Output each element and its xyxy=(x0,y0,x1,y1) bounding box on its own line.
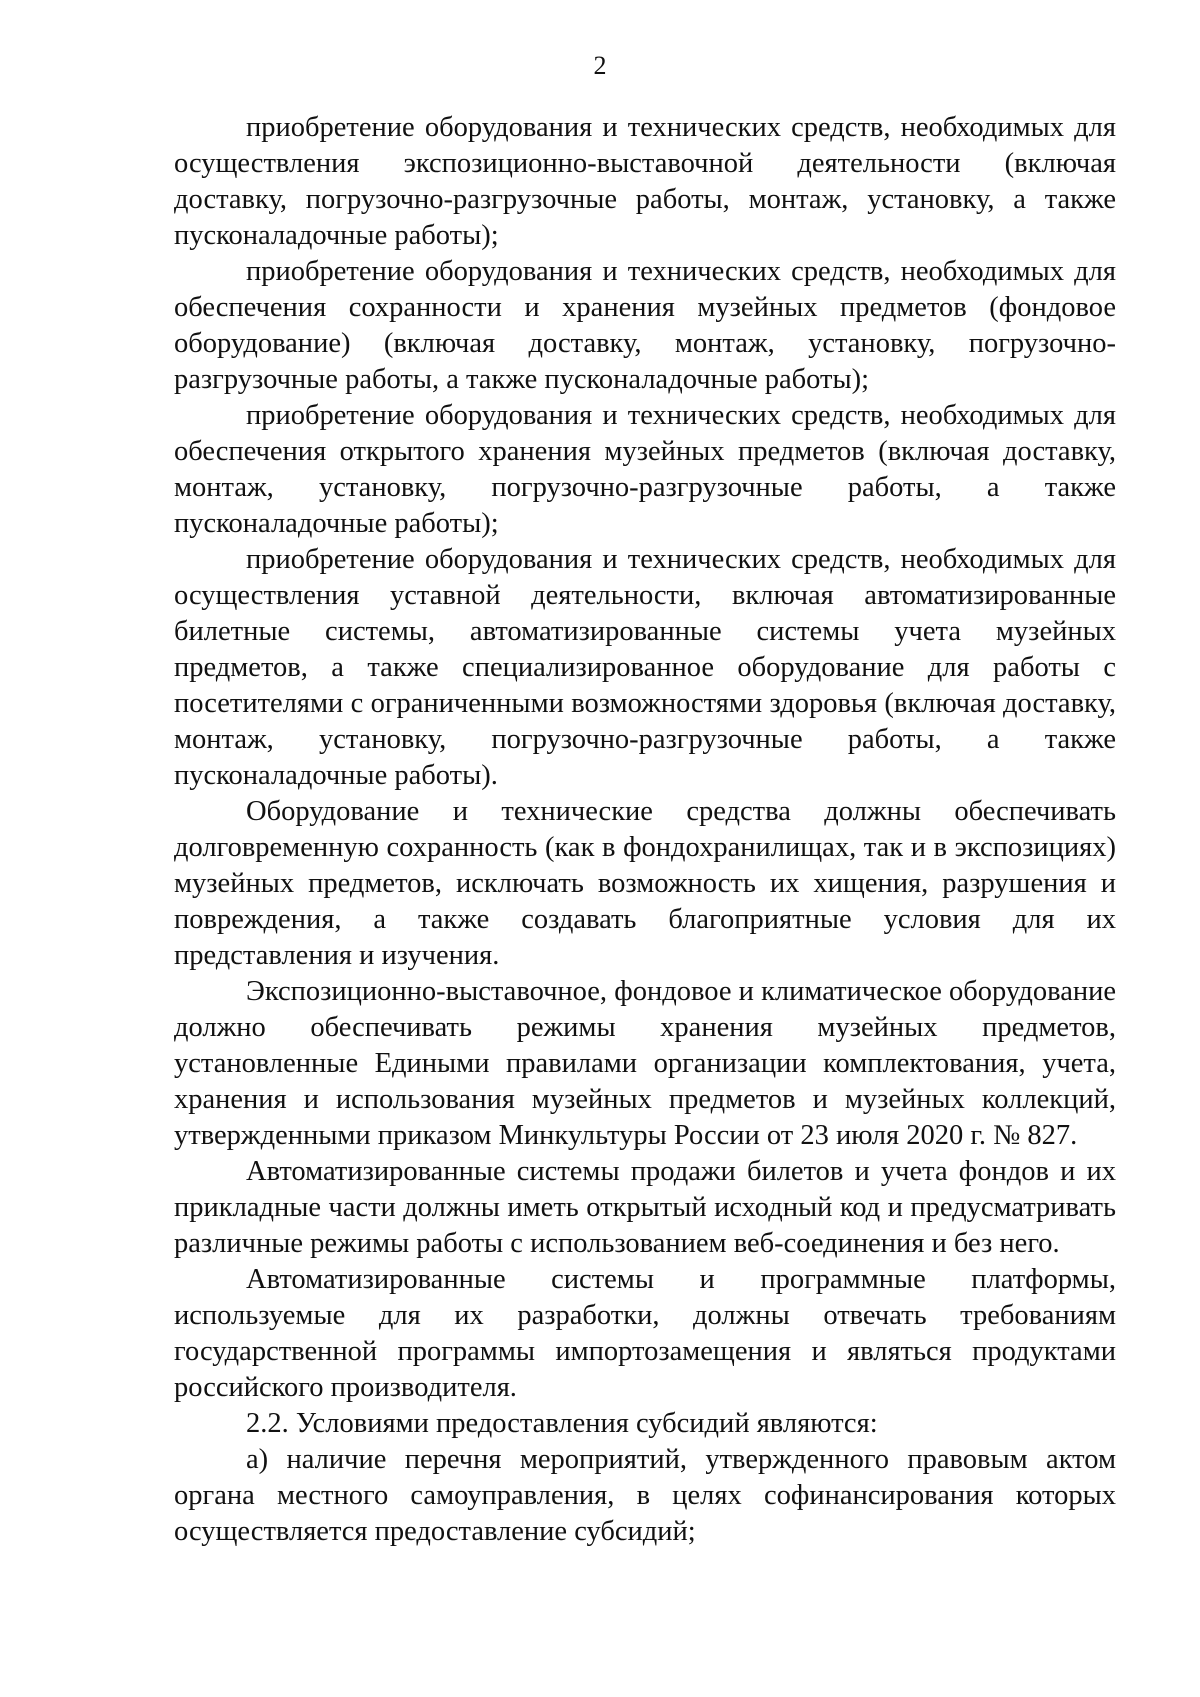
paragraph-equipment-open-storage: приобретение оборудования и технических средств, необходимых для обеспечения открытого хранения музейных предметов (включая доставку, монтаж, установку, погрузочно-разгрузочные работы, а также пусконаладочные работы); xyxy=(174,400,1116,539)
page-number: 2 xyxy=(593,51,607,80)
paragraph-storage-modes: Экспозиционно-выставочное, фондовое и климатическое оборудование должно обеспечивать режимы хранения музейных предметов, установленные Едиными правилами организации комплектования, учета, хранения и использования музейных предметов и музейных коллекций, утвержденными приказом Минкультуры России от 23 июля 2020 г. № 827. xyxy=(174,976,1116,1151)
paragraph-equipment-exhibition: приобретение оборудования и технических средств, необходимых для осуществления экспозиционно-выставочной деятельности (включая доставку, погрузочно-разгрузочные работы, монтаж, установку, а также пусконаладочные работы); xyxy=(174,112,1116,251)
paragraph-equipment-storage: приобретение оборудования и технических средств, необходимых для обеспечения сохранности и хранения музейных предметов (фондовое оборудование) (включая доставку, монтаж, установку, погрузочно-разгрузочные работы, а также пусконаладочные работы); xyxy=(174,256,1116,395)
paragraph-equipment-statutory-activity: приобретение оборудования и технических средств, необходимых для осуществления уставной деятельности, включая автоматизированные билетные системы, автоматизированные системы учета музейных предметов, а также специализированное оборудование для работы с посетителями с ограниченными возможностями здоровья (включая доставку, монтаж, установку, погрузочно-разгрузочные работы, а также пусконаладочные работы). xyxy=(174,544,1116,791)
paragraph-subsidy-conditions-heading: 2.2. Условиями предоставления субсидий являются: xyxy=(246,1408,878,1439)
paragraph-condition-a: а) наличие перечня мероприятий, утвержденного правовым актом органа местного самоуправления, в целях софинансирования которых осуществляется предоставление субсидий; xyxy=(174,1444,1116,1547)
paragraph-import-substitution: Автоматизированные системы и программные платформы, используемые для их разработки, должны отвечать требованиям государственной программы импортозамещения и являться продуктами российского производителя. xyxy=(174,1264,1116,1403)
paragraph-equipment-requirements: Оборудование и технические средства должны обеспечивать долговременную сохранность (как в фондохранилищах, так и в экспозициях) музейных предметов, исключать возможность их хищения, разрушения и повреждения, а также создавать благоприятные условия для их представления и изучения. xyxy=(174,796,1116,971)
paragraph-ticketing-open-source: Автоматизированные системы продажи билетов и учета фондов и их прикладные части должны иметь открытый исходный код и предусматривать различные режимы работы с использованием веб-соединения и без него. xyxy=(174,1156,1116,1259)
document-body xyxy=(174,110,1116,1550)
